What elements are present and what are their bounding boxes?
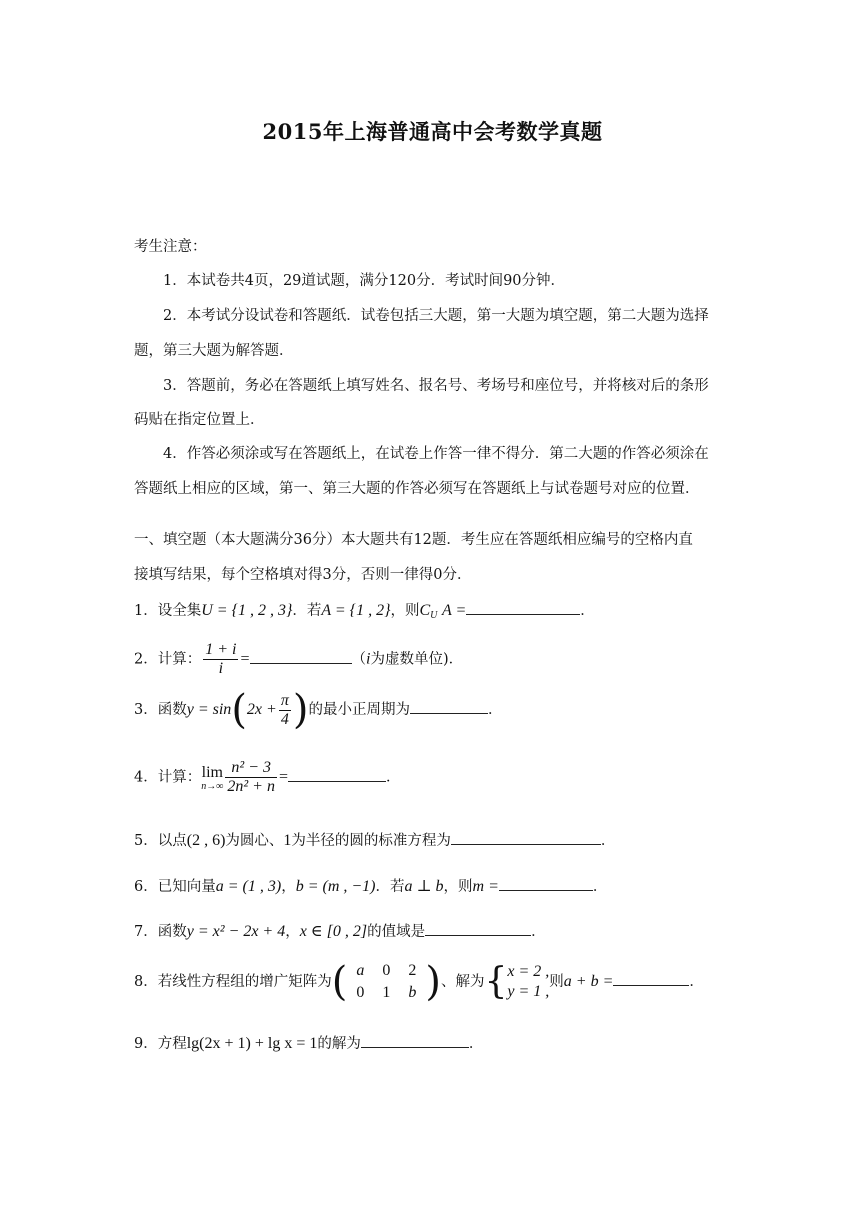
math-expression: C <box>419 602 431 619</box>
math-expression: i <box>366 650 371 668</box>
question-number: 4． <box>134 769 158 786</box>
question-8: 8．若线性方程组的增广矩阵为( a 0 2 0 1 b )、解为{ x = 2 , y = 1 , 则a + b = ． <box>134 959 704 1005</box>
question-text: ， <box>285 924 300 940</box>
question-text: ．若 <box>375 879 405 895</box>
left-paren: ( <box>231 687 247 733</box>
question-text: 方程 <box>157 1036 187 1052</box>
math-expression: b = (m , −1) <box>295 878 376 895</box>
question-5: 5．以点(2 , 6)为圆心、1为半径的圆的标准方程为 ． <box>134 832 616 849</box>
answer-blank[interactable] <box>288 767 386 782</box>
left-paren: ( <box>331 959 348 1005</box>
notice-item: 码贴在指定位置上． <box>134 412 265 428</box>
question-text: 的解为 <box>317 1036 361 1052</box>
answer-blank[interactable] <box>451 830 601 845</box>
left-brace: { <box>484 961 508 1002</box>
question-text: 则 <box>549 974 564 990</box>
right-paren: ) <box>292 687 309 733</box>
math-expression: 1 <box>283 832 292 849</box>
question-text: 为半径的圆的标准方程为 <box>291 833 451 849</box>
question-number: 8． <box>134 974 158 990</box>
question-text: ， <box>281 879 296 895</box>
right-paren: ) <box>425 959 441 1005</box>
question-number: 3． <box>134 702 158 718</box>
question-number: 1． <box>134 603 158 619</box>
question-text: 函数 <box>157 702 187 718</box>
math-expression: a = (1 , 3) <box>215 878 282 895</box>
question-number: 6． <box>134 879 158 895</box>
notice-item: 题，第三大题为解答题． <box>134 343 294 359</box>
answer-blank[interactable] <box>466 600 580 615</box>
question-3: 3．函数y = sin(2x + $\frac{\pi}{4}$ )的最小正周期为 ． <box>134 687 503 733</box>
question-text: ．若 <box>292 603 322 619</box>
math-expression: m = <box>472 878 499 895</box>
math-subscript: U <box>430 610 438 621</box>
question-text: 以点 <box>157 833 187 849</box>
math-expression: = <box>278 768 288 786</box>
math-expression: 2x + <box>246 701 277 718</box>
question-text: 计算： <box>157 769 202 786</box>
question-number: 2． <box>134 651 158 668</box>
answer-blank[interactable] <box>613 971 689 986</box>
notice-item: 3．答题前，务必在答题纸上填写姓名、报名号、考场号和座位号，并将核对后的条形 <box>163 378 709 394</box>
question-9: 9．方程lg(2x + 1) + lg x = 1的解为 ． <box>134 1035 484 1052</box>
question-text: 已知向量 <box>157 879 216 895</box>
math-expression: A = {1 , 2} <box>321 602 391 619</box>
question-text: 为虚数单位)． <box>370 651 464 668</box>
question-text: 函数 <box>157 924 187 940</box>
question-text: 的值域是 <box>367 924 426 940</box>
answer-blank[interactable] <box>425 921 531 936</box>
section-instructions: 一、填空题（本大题满分36分）本大题共有12题．考生应在答题纸相应编号的空格内直 <box>134 532 693 548</box>
question-text: 计算： <box>157 651 202 668</box>
math-expression: x ∈ [0 , 2] <box>299 923 368 940</box>
answer-blank[interactable] <box>410 699 488 714</box>
question-2 <box>134 641 463 678</box>
notice-heading: 考生注意： <box>134 239 207 255</box>
question-7: 7．函数y = x² − 2x + 4，x ∈ [0 , 2]的值域是 ． <box>134 923 546 940</box>
augmented-matrix: a 0 2 0 1 b <box>356 962 417 1001</box>
math-expression: = <box>240 650 250 668</box>
question-number: 9． <box>134 1036 158 1052</box>
page-title: 2015年上海普通高中会考数学真题 <box>262 119 603 144</box>
question-4: 4．计算： lim n→∞ $\frac{\text{n² − 3}}{\text{2n² + n}}$ = ． <box>134 759 401 795</box>
notice-item: 4．作答必须涂或写在答题纸上，在试卷上作答一律不得分．第二大题的作答必须涂在 <box>163 446 709 462</box>
math-expression: lg(2x + 1) + lg x = 1 <box>186 1035 318 1052</box>
answer-blank[interactable] <box>250 649 352 664</box>
question-text: （ <box>351 651 367 668</box>
question-number: 7． <box>134 924 158 940</box>
math-expression: (2 , 6) <box>186 832 226 849</box>
question-6: 6．已知向量a = (1 , 3)，b = (m , −1)．若a ⊥ b，则m = ． <box>134 878 608 895</box>
question-text: 为圆心、 <box>225 833 284 849</box>
math-expression: a ⊥ b <box>404 878 444 895</box>
notice-item: 2．本考试分设试卷和答题纸．试卷包括三大题，第一大题为填空题，第二大题为选择 <box>163 308 709 324</box>
notice-item: 1．本试卷共4页，29道试题，满分120分．考试时间90分钟． <box>163 273 566 289</box>
question-text: 若线性方程组的增广矩阵为 <box>157 974 332 990</box>
fraction: $\frac{\pi}{4}$ <box>280 691 289 728</box>
solution-system: x = 2 , y = 1 , <box>507 963 550 1000</box>
math-expression: U = {1 , 2 , 3} <box>201 602 293 619</box>
question-text: 的最小正周期为 <box>308 702 410 718</box>
question-text: ，则 <box>443 879 473 895</box>
answer-blank[interactable] <box>361 1033 469 1048</box>
question-1: 1．设全集U = {1 , 2 , 3}．若A = {1 , 2}，则$C_U$ A = ． <box>134 602 595 621</box>
answer-blank[interactable] <box>499 876 593 891</box>
fraction: $\frac{\text{n² − 3}}{\text{2n² + n}}$ <box>227 759 275 795</box>
math-expression: A = <box>441 602 467 619</box>
notice-item: 答题纸上相应的区域，第一、第三大题的作答必须写在答题纸上与试卷题号对应的位置． <box>134 481 700 497</box>
math-expression: a + b = <box>563 973 614 990</box>
question-text: 设全集 <box>157 603 202 619</box>
section-instructions: 接填写结果，每个空格填对得3分，否则一律得0分． <box>134 567 472 583</box>
math-expression: y = x² − 2x + 4 <box>186 923 286 940</box>
question-text: ，则 <box>390 603 420 619</box>
math-expression: y = sin <box>186 701 232 718</box>
fraction: $\frac{1 + i}{i}$ <box>205 641 237 677</box>
question-number: 5． <box>134 833 158 849</box>
limit: lim n→∞ <box>201 763 224 792</box>
question-text: 、解为 <box>440 974 485 990</box>
